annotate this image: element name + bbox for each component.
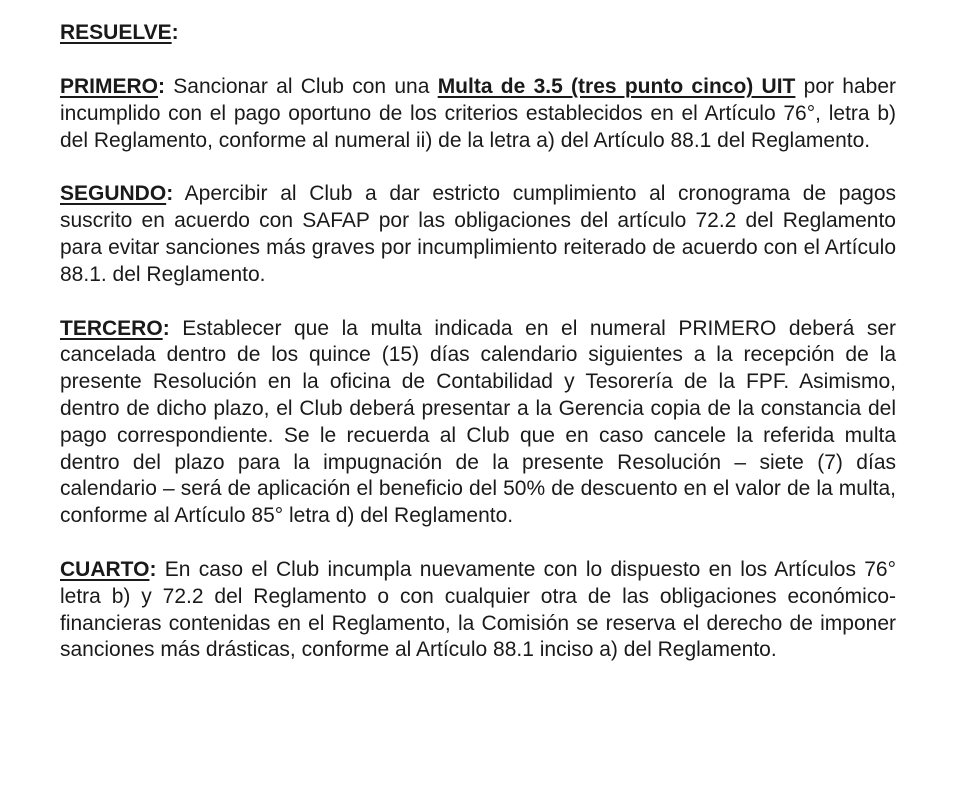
clause-text: por haber incumplido con el pago oportuno de los criterios establecidos en el Artículo 76°, letra b) del Reglamento, conforme al numeral ii) de la letra a) del Artículo 88.1 del Reglamento. xyxy=(60,75,897,152)
clause-colon: : xyxy=(149,557,157,581)
clause-colon: : xyxy=(158,75,166,98)
resolution-document xyxy=(60,20,896,664)
clause-label: CUARTO xyxy=(60,557,150,581)
clause-text: Establecer que la multa indicada en el numeral PRIMERO deberá ser cancelada dentro de los quince (15) días calendario siguientes a la recepción de la presente Resolución en la oficina de Contabilidad y Tesorería de la FPF. Asimismo, dentro de dicho plazo, el Club deberá presentar a la Gerencia copia de la constancia del pago correspondiente. Se le recuerda al Club que en caso cancele la referida multa dentro del plazo para la impugnación de la presente Resolución – siete (7) días calendario – será de aplicación el beneficio del 50% de descuento en el valor de la multa, conforme al Artículo 85° letra d) del Reglamento. xyxy=(60,316,896,528)
clause-tercero xyxy=(60,316,896,530)
clause-text: En caso el Club incumpla nuevamente con lo dispuesto en los Artículos 76° letra b) y 72.2 del Reglamento o con cualquier otra de las obligaciones económico-financieras contenidas en el Reglamento, la Comisión se reserva el derecho de imponer sanciones más drásticas, conforme al Artículo 88.1 inciso a) del Reglamento. xyxy=(60,557,896,662)
clause-segundo xyxy=(60,181,896,288)
clause-label: PRIMERO xyxy=(60,75,159,98)
heading-label: RESUELVE xyxy=(60,21,172,44)
fine-amount: Multa de 3.5 (tres punto cinco) UIT xyxy=(437,75,796,98)
clause-cuarto xyxy=(60,557,896,664)
clause-text: Apercibir al Club a dar estricto cumplimiento al cronograma de pagos suscrito en acuerdo con SAFAP por las obligaciones del artículo 72.2 del Reglamento para evitar sanciones más graves por incumplimiento reiterado de acuerdo con el Artículo 88.1. del Reglamento. xyxy=(60,182,896,286)
resolution-heading xyxy=(60,20,896,47)
clause-text-pre: Sancionar al Club con una xyxy=(165,75,438,98)
clause-label: TERCERO xyxy=(60,316,163,340)
heading-colon: : xyxy=(171,21,179,44)
clause-label: SEGUNDO xyxy=(60,182,167,206)
clause-colon: : xyxy=(166,182,174,206)
clause-primero xyxy=(60,74,896,154)
clause-colon: : xyxy=(162,316,170,340)
